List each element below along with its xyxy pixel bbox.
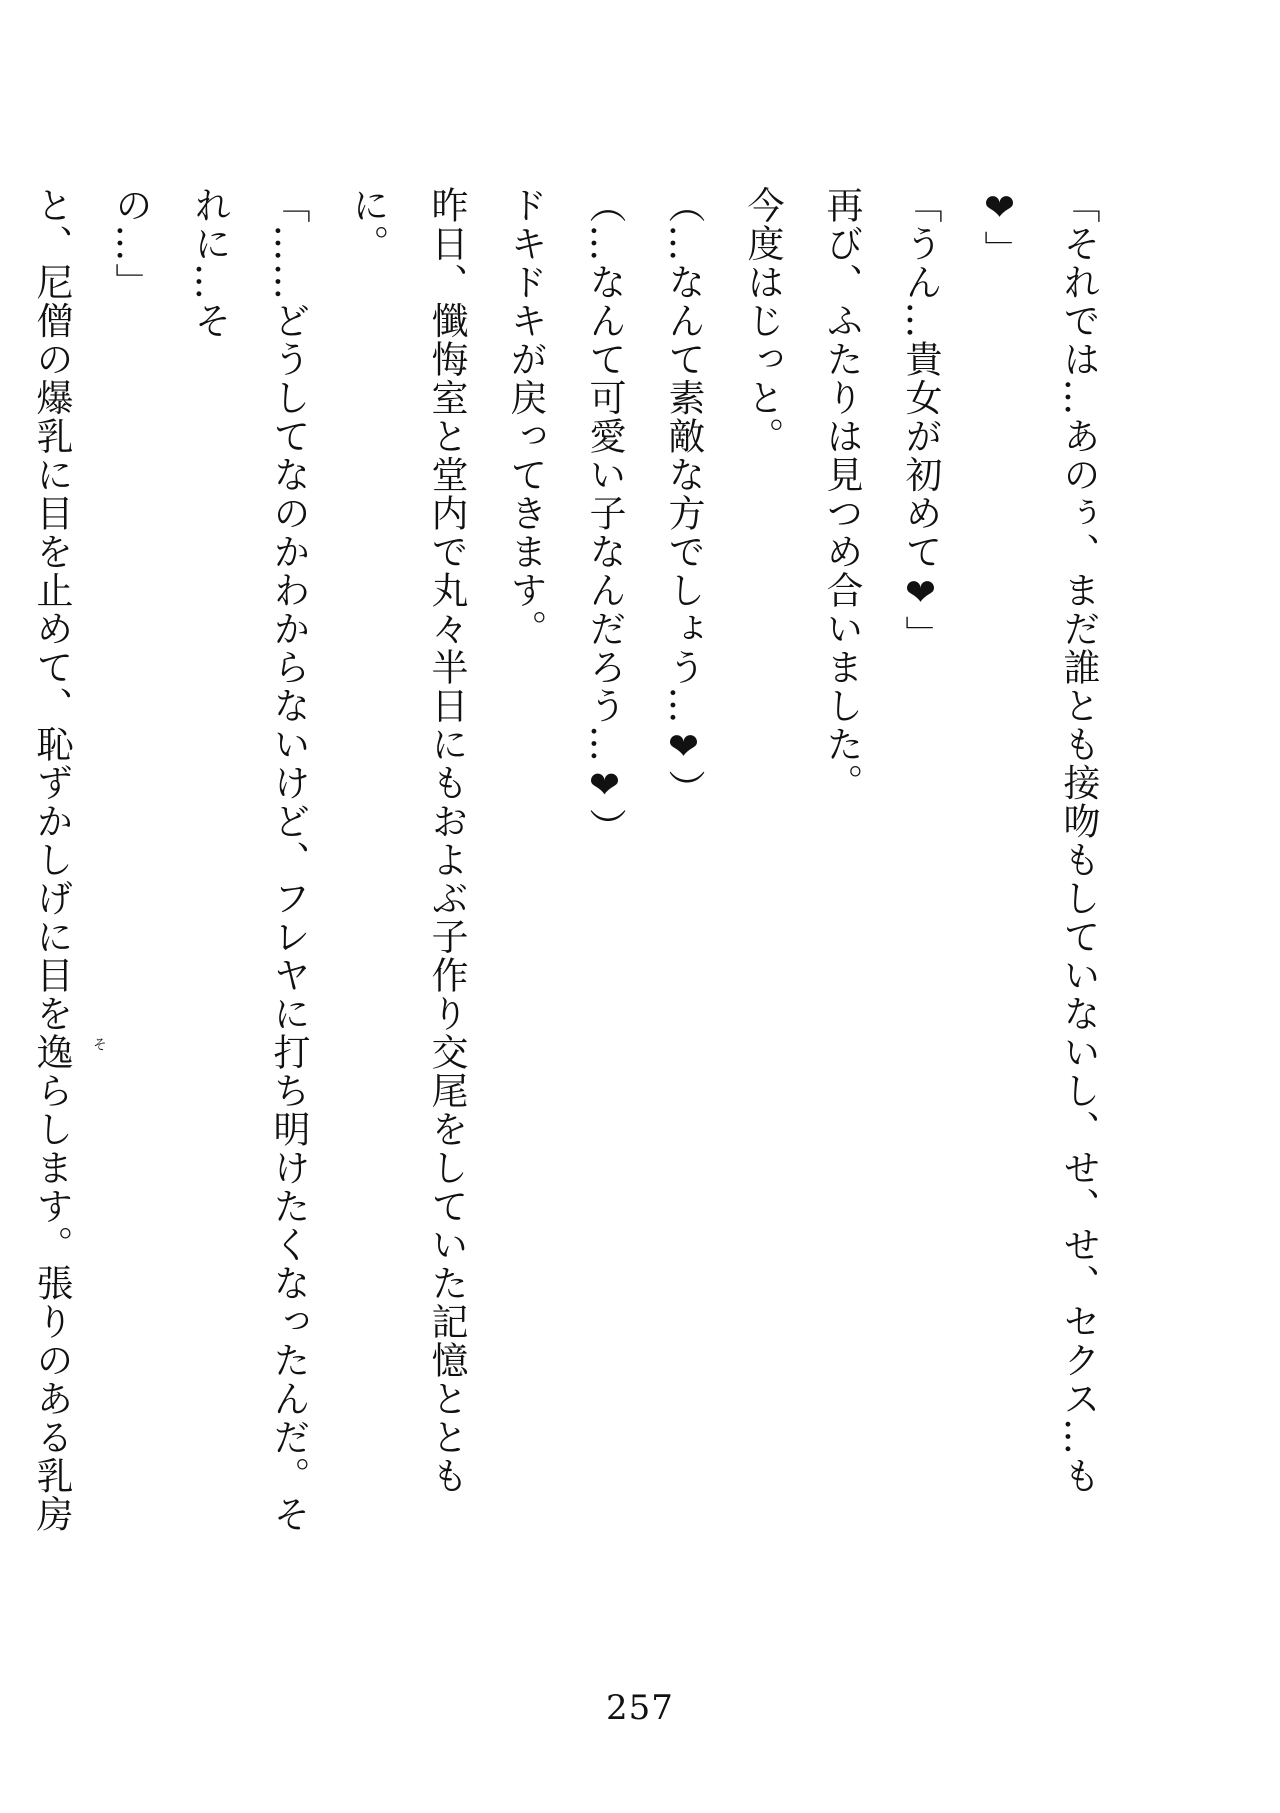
text-line-10: の…」	[109, 186, 152, 302]
ruby-base-char: 逸	[30, 1033, 73, 1072]
text-line-9: 「……どうしてなのかわからないけど、フレヤに打ち明けたくなったんだ。それに…そ	[188, 186, 310, 1534]
text-line-8: 昨日、懺悔室と堂内で丸々半日にもおよぶ子作り交尾をしていた記憶とともに。	[346, 186, 468, 1495]
ruby-annotation: そ	[91, 1037, 107, 1051]
text-line-5: （…なんて素敵な方でしょう…❤）	[662, 186, 705, 808]
text-line-7: ドキドキが戻ってきます。	[504, 186, 547, 648]
vertical-text-body	[0, 186, 1118, 1556]
text-line-1: 「それでは…あのぅ、まだ誰とも接吻もしていないし、せ、せ、セクス…も❤」	[978, 186, 1100, 1495]
text-line-2: 「うん…貴女が初めて❤」	[899, 186, 942, 654]
paragraph-11-before: と、尼僧の爆乳に目を止めて、恥ずかしげに目を	[30, 186, 73, 1033]
text-line-3: 再び、ふたりは見つめ合いました。	[820, 186, 863, 802]
text-line-4: 今度はじっと。	[741, 186, 784, 456]
page-number: 257	[606, 1688, 674, 1728]
ruby-base	[12, 1033, 107, 1072]
paragraph-11-after: らします。張りのある乳房	[30, 1071, 73, 1534]
paragraph-11	[0, 186, 107, 1556]
text-line-6: （…なんて可愛い子なんだろう…❤）	[583, 186, 626, 847]
